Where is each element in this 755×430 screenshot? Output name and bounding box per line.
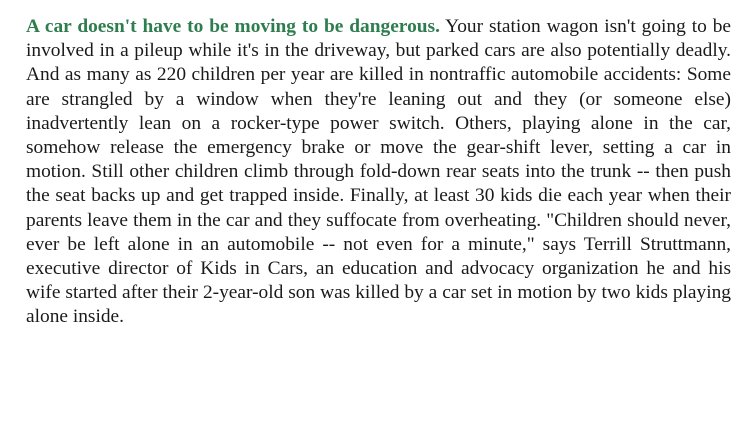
article-paragraph [26,15,731,330]
lead-sentence: A car doesn't have to be moving to be dangerous. [26,16,440,37]
article-body: Your station wagon isn't going to be involved in a pileup while it's in the driveway, but parked cars are also potentially deadly. And as many as 220 children per year are killed in nontraffic automobile accidents: Some are strangled by a window when they're leaning out and they (or someone else) inadvertently lean on a rocker-type power switch. Others, playing alone in the car, somehow release the emergency brake or move the gear-shift lever, setting a car in motion. Still other children climb through fold-down rear seats into the trunk -- then push the seat backs up and get trapped inside. Finally, at least 30 kids die each year when their parents leave them in the car and they suffocate from overheating. "Children should never, ever be left alone in an automobile -- not even for a minute," says Terrill Struttmann, executive director of Kids in Cars, an education and advocacy organization he and his wife started after their 2-year-old son was killed by a car set in motion by two kids playing alone inside. [26,16,731,328]
